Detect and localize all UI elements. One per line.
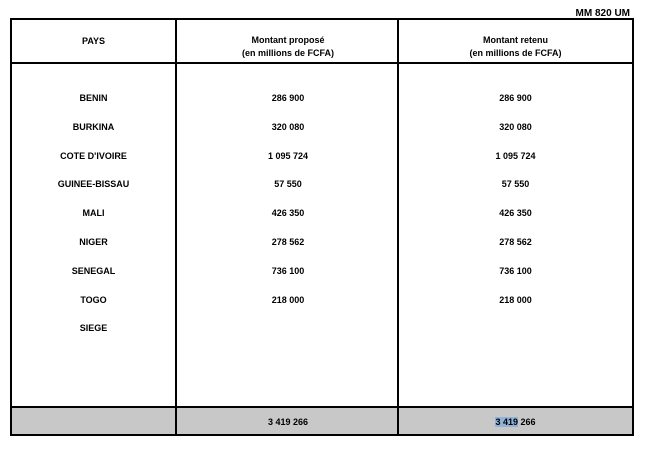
document-reference: MM 820 UM [575,8,630,19]
retained-amount-column [397,20,632,434]
amounts-table [10,18,634,436]
retained-header-unit: (en millions de FCFA) [469,48,562,58]
proposed-amount-cell: 278 562 [271,236,305,247]
retained-amount-cell: 736 100 [499,265,532,276]
country-column [12,20,175,434]
proposed-amount-cell: 320 080 [271,121,305,132]
proposed-amount-cell: 57 550 [274,179,302,190]
proposed-amount-cell: 736 100 [271,265,305,276]
total-divider [12,406,632,408]
proposed-amount-column [175,20,399,434]
country-cell: TOGO [80,294,107,305]
proposed-amount-cell: 1 095 724 [267,150,309,161]
proposed-amount-cell [177,322,399,351]
proposed-amount-cell: 218 000 [271,294,305,305]
country-cell: BURKINA [72,121,115,132]
country-cell: NIGER [79,236,108,247]
proposed-amount-cell: 286 900 [271,93,305,103]
text-selection-highlight[interactable]: 3 419 [495,417,518,427]
proposed-header-title: Montant proposé [251,35,325,45]
retained-amount-cell: 286 900 [499,93,532,103]
country-header: PAYS [81,36,105,46]
retained-amount-header [399,34,632,60]
header-divider [12,62,632,64]
retained-header-title: Montant retenu [483,35,548,45]
retained-amount-cell: 57 550 [501,179,530,190]
retained-amount-cell: 320 080 [499,121,532,132]
retained-amount-cell: 218 000 [499,294,532,305]
country-cell: SENEGAL [71,265,116,276]
country-cell: MALI [82,208,105,219]
country-cell: GUINEE-BISSAU [57,179,130,190]
proposed-amount-cell: 426 350 [271,208,305,219]
country-cell: COTE D'IVOIRE [60,150,127,161]
retained-total[interactable] [399,417,632,427]
retained-total-rest: 266 [518,417,536,427]
proposed-total: 3 419 266 [267,417,309,427]
retained-amount-cell: 278 562 [499,236,532,247]
retained-amount-cell: 426 350 [499,208,532,219]
proposed-header-unit: (en millions de FCFA) [241,48,334,58]
retained-amount-cell [399,322,632,351]
retained-amount-cell: 1 095 724 [495,150,536,161]
country-cell: SIEGE [79,323,108,334]
proposed-amount-header [177,34,399,60]
country-cell: BENIN [79,93,108,103]
